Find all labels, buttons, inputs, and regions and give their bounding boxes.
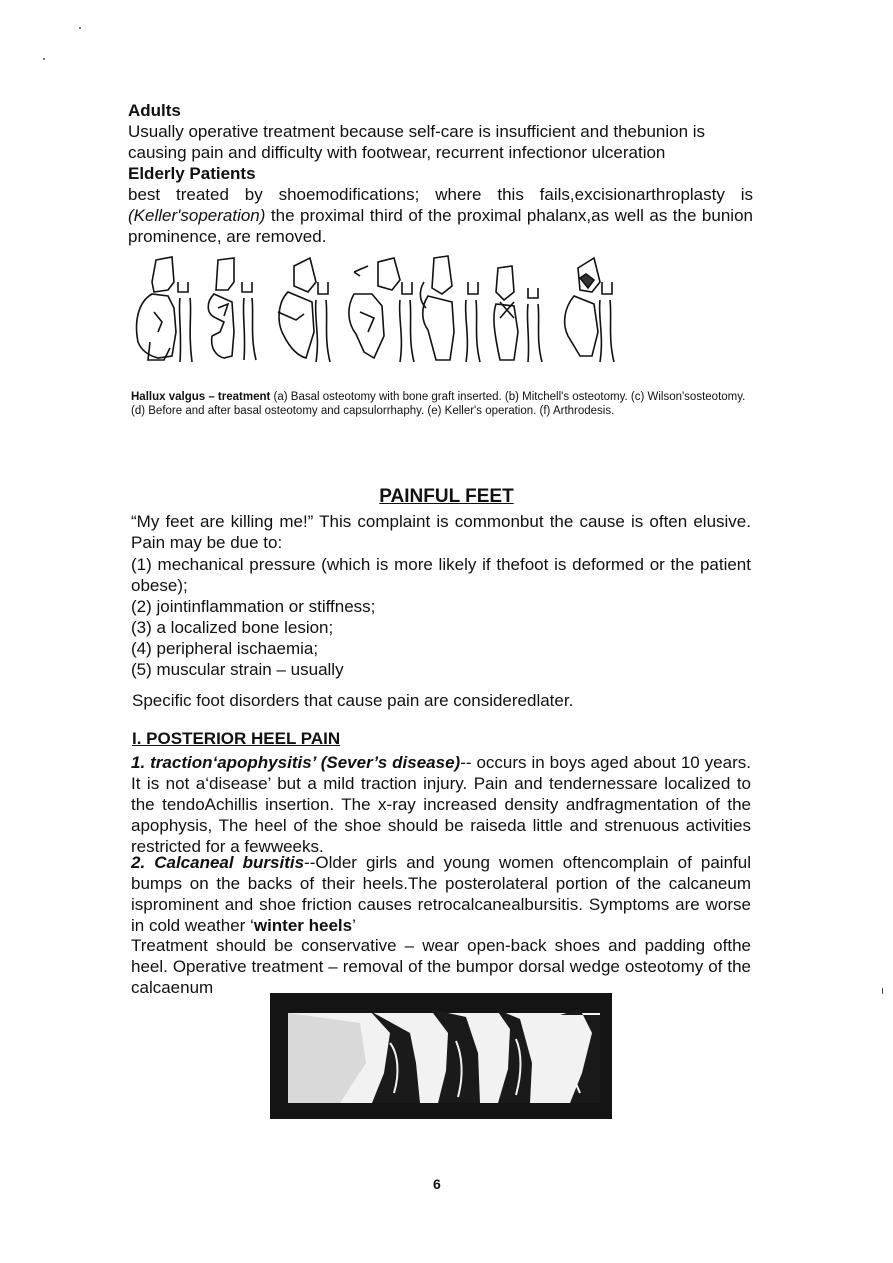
caption-text: (a) Basal osteotomy with bone graft inserted. (b) Mitchell's osteotomy. (c) Wilson'sosteotomy. (d) Before and after basal osteotomy and capsulorrhaphy. (e) Keller's operation. (f) Arthrodesis. (131, 391, 746, 417)
pain-causes-list (131, 554, 751, 680)
calcaneal-bursitis-paragraph: 2. Calcaneal bursitis--Older girls and young women oftencomplain of painful bumps on the backs of their heels.The posterolateral portion of the calcaneum isprominent and shoe friction causes retrocalcanealbursitis. Symptoms are worse in cold weather ‘winter heels’ (131, 853, 751, 935)
specific-disorders-note: Specific foot disorders that cause pain are consideredlater. (132, 691, 574, 710)
scan-speck (79, 27, 81, 29)
pain-cause-item: (1) mechanical pressure (which is more likely if thefoot is deformed or the patient obese); (131, 555, 751, 595)
winter-heels-term: winter heels (253, 916, 353, 935)
keller-operation-term: (Keller'soperation) (128, 206, 266, 225)
pain-cause-item: (2) jointinflammation or stiffness; (131, 597, 376, 616)
painful-feet-title: PAINFUL FEET (379, 486, 514, 507)
adults-section (128, 100, 753, 247)
posterior-heel-heading: I. POSTERIOR HEEL PAIN (132, 729, 341, 748)
figure-panel-b (208, 258, 256, 360)
page-number: 6 (433, 1176, 441, 1192)
heel-bump-photo (270, 993, 612, 1119)
calcaneal-bursitis-title: 2. Calcaneal bursitis (131, 853, 305, 872)
calcaneal-bursitis-text: --Older girls and young women oftencomplain of painful bumps on the backs of their heels.The posterolateral portion of the calcaneum isprominent and shoe friction causes retrocalcanealbursitis. Symptoms are worse in cold weather ‘ (131, 853, 751, 935)
pain-cause-item: (3) a localized bone lesion; (131, 618, 334, 637)
figure-caption (131, 390, 751, 418)
pain-cause-item: (5) muscular strain – usually (131, 660, 344, 679)
adults-text: Usually operative treatment because self-care is insufficient and thebunion is causing pain and difficulty with footwear, recurrent infectionor ulceration (128, 122, 706, 162)
painful-feet-intro: “My feet are killing me!” This complaint is commonbut the cause is often elusive. Pain may be due to: (131, 512, 751, 552)
figure-panel-d (349, 258, 414, 362)
scan-speck (882, 988, 883, 994)
figure-panel-e (420, 256, 480, 362)
hallux-valgus-figure (128, 252, 628, 374)
severs-disease-text: -- occurs in boys aged about 10 years. It is not a‘disease’ but a mild traction injury. Pain and tendernessare localized to the tendoAchillis insertion. The x-ray increased density andfragmentation of the apophysis, The heel of the shoe should be raiseda little and strenuous activities restricted for a fewweeks. (131, 753, 751, 856)
pain-cause-item: (4) peripheral ischaemia; (131, 639, 319, 658)
elderly-heading: Elderly Patients (128, 164, 256, 183)
scan-speck (43, 58, 45, 60)
figure-panel-c (278, 258, 330, 362)
severs-disease-paragraph (131, 752, 751, 857)
figure-panel-g (565, 258, 614, 362)
figure-panel-a (137, 257, 192, 362)
severs-disease-title: 1. traction‘apophysitis’ (Sever’s disease) (131, 753, 461, 772)
heel-treatment-paragraph: Treatment should be conservative – wear open-back shoes and padding ofthe heel. Operative treatment – removal of the bumpor dorsal wedge osteotomy of the calcaenum (131, 936, 751, 997)
adults-heading: Adults (128, 101, 181, 120)
elderly-text: best treated by shoemodifications; where this fails,excisionarthroplasty is (Keller'soperation) the proximal third of the proximal phalanx,as well as the bunion prominence, are removed. (128, 185, 753, 246)
caption-title: Hallux valgus – treatment (131, 391, 271, 403)
figure-panel-f (494, 266, 542, 362)
